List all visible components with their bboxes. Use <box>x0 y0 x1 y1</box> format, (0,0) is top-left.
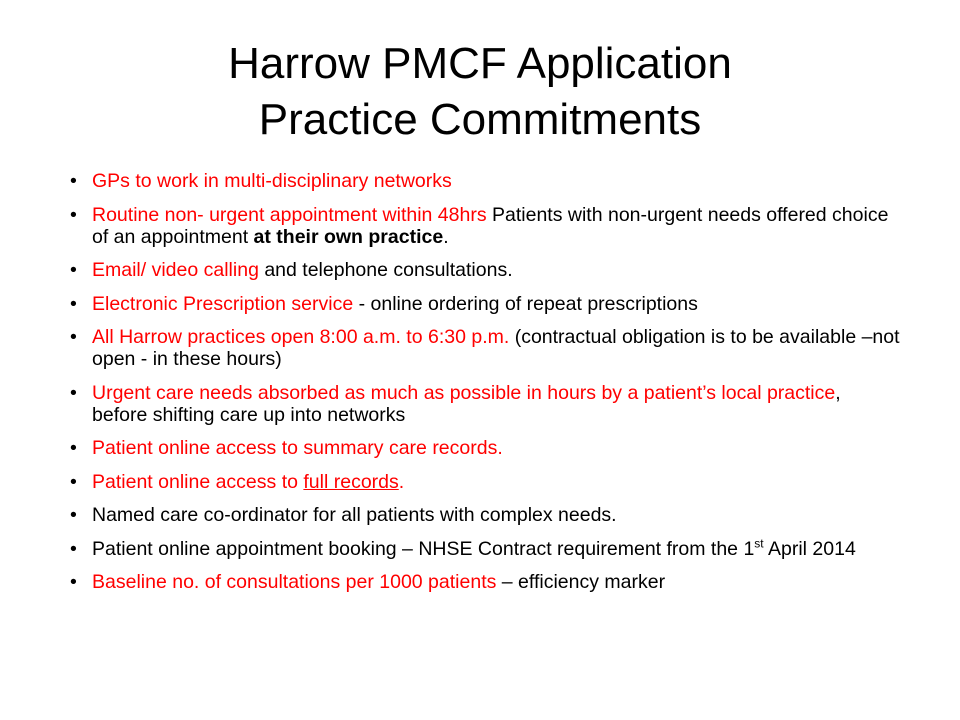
bullet-item <box>70 259 900 281</box>
bullet-list <box>70 170 900 605</box>
bullet-text: Patient online access to <box>92 470 304 493</box>
bullet-item <box>70 382 900 426</box>
bullet-text: Email/ video calling <box>92 259 259 281</box>
bullet-text: Patients with non-urgent needs offered choice of an appointment <box>92 203 889 248</box>
bullet-text: Patient online access to summary care records. <box>92 437 503 459</box>
bullet-text: Routine non- urgent appointment within 48hrs <box>92 203 487 226</box>
slide-title <box>80 36 880 148</box>
bullet-text: (contractual obligation is to be available –not open - in these hours) <box>92 326 900 370</box>
bullet-text: Named care co-ordinator for all patients with complex needs. <box>92 504 617 526</box>
bullet-item <box>70 538 900 560</box>
title-line-1: Harrow PMCF Application <box>228 39 732 88</box>
bullet-text: GPs to work in multi-disciplinary networks <box>92 170 452 192</box>
bullet-text: Baseline no. of consultations per 1000 patients <box>92 571 497 593</box>
bullet-text: Electronic Prescription service <box>92 292 354 315</box>
bullet-item <box>70 571 900 593</box>
bullet-text: and telephone consultations. <box>258 259 513 281</box>
bullet-item <box>70 204 900 248</box>
bullet-item <box>70 170 900 192</box>
bullet-text: - online ordering of repeat prescriptions <box>353 292 698 315</box>
bullet-text: . <box>398 470 405 493</box>
bullet-text: . <box>443 225 449 248</box>
bullet-text: April 2014 <box>763 537 856 560</box>
bullet-text: All Harrow practices open 8:00 a.m. to 6:30 p.m. <box>92 326 510 348</box>
bullet-text: – efficiency marker <box>496 571 666 593</box>
full-records-underlined-text: full records <box>303 470 399 493</box>
bullet-item <box>70 471 900 493</box>
bullet-text-bold: at their own practice <box>253 225 444 248</box>
bullet-text: , before shifting care up into networks <box>92 381 841 426</box>
bullet-item <box>70 504 900 526</box>
bullet-text: Patient online appointment booking – NHSE Contract requirement from the 1 <box>92 537 755 560</box>
bullet-text: Urgent care needs absorbed as much as possible in hours by a patient’s local practice <box>92 381 836 404</box>
title-line-2: Practice Commitments <box>258 95 702 144</box>
bullet-item <box>70 437 900 459</box>
bullet-item <box>70 326 900 370</box>
superscript-st: st <box>754 536 764 550</box>
bullet-item <box>70 293 900 315</box>
